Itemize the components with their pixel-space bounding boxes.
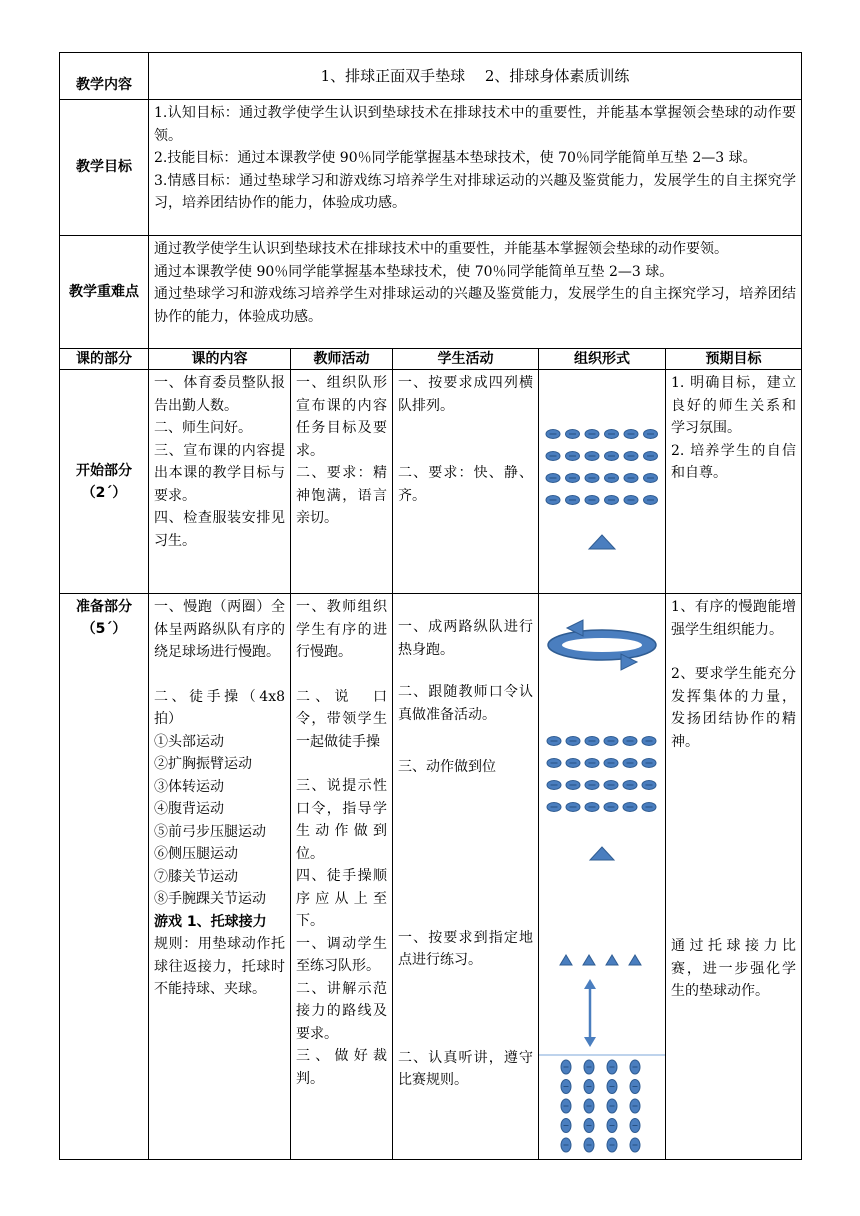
relay-formation xyxy=(561,1060,640,1152)
game-title: 游戏 1、托球接力 xyxy=(154,913,267,930)
start-part-label: 开始部分 （2´） xyxy=(60,370,149,594)
start-content: 一、体育委员整队报告出勤人数。 二、师生问好。 三、宣布课的内容提出本课的教学目标与要求。 四、检查服装安排见习生。 xyxy=(149,370,291,594)
goals-label: 教学目标 xyxy=(60,100,149,236)
prep-part-label: 准备部分 （5´） xyxy=(60,594,149,1160)
four-row-formation xyxy=(546,430,658,505)
col-teacher: 教师活动 xyxy=(291,349,393,370)
key-row xyxy=(60,236,802,349)
col-content: 课的内容 xyxy=(149,349,291,370)
col-organization: 组织形式 xyxy=(539,349,666,370)
goals-text xyxy=(149,100,802,236)
content-text: 1、排球正面双手垫球 2、排球身体素质训练 xyxy=(149,53,802,100)
goals-row xyxy=(60,100,802,236)
goal-cognitive: 1.认知目标：通过教学使学生认识到垫球技术在排球技术中的重要性，并能基本掌握领会垫球的动作要领。 xyxy=(154,105,797,144)
content-label: 教学内容 xyxy=(60,53,149,100)
start-formation-diagram xyxy=(539,370,665,592)
prep-formation-diagram xyxy=(539,594,665,1158)
start-goal: 1. 明确目标，建立良好的师生关系和学习氛围。 2. 培养学生的自信和自尊。 xyxy=(666,370,802,594)
jogging-loop-icon xyxy=(548,620,656,670)
game-rule: 规则：用垫球动作托球往返接力，托球时不能持球、夹球。 xyxy=(154,936,285,997)
prep-section xyxy=(60,594,802,1160)
teacher-triangle-icon xyxy=(589,535,615,549)
start-student: 一、按要求成四列横队排列。 二、要求：快、静、齐。 xyxy=(393,370,539,594)
lesson-plan-table xyxy=(59,52,802,1160)
goal-emotion: 3.情感目标：通过垫球学习和游戏练习培养学生对排球运动的兴趣及鉴赏能力，发展学生的自主探究学习，培养团结协作的能力，体验成功感。 xyxy=(154,172,797,211)
prep-goal: 1、有序的慢跑能增强学生组织能力。 2、要求学生能充分发挥集体的力量，发扬团结协作的精神。 通过托球接力比赛，进一步强化学生的垫球动作。 xyxy=(666,594,802,1160)
prep-content: 一、慢跑（两圈）全体呈两路纵队有序的绕足球场进行慢跑。 二、徒手操（4x8 拍） ①头部运动 ②扩胸振臂运动 ③体转运动 ④腹背运动 ⑤前弓步压腿运动 ⑥侧压腿运动 ⑦膝关节运动 ⑧手腕踝关节运动 游戏 1、托球接力 规则：用垫球动作托球往返接力，托球时不能持球、夹球。 xyxy=(149,594,291,1160)
start-organization xyxy=(539,370,666,594)
col-part: 课的部分 xyxy=(60,349,149,370)
prep-teacher: 一、教师组织学生有序的进行慢跑。 二、说 口令，带领学生一起做徒手操 三、说提示性口令，指导学生动作做到位。 四、徒手操顺序应从上至下。 一、调动学生至练习队形。 二、讲解示范接力的路线及要求。 三、做好裁判。 xyxy=(291,594,393,1160)
col-student: 学生活动 xyxy=(393,349,539,370)
prep-student: 一、成两路纵队进行热身跑。 二、跟随教师口令认真做准备活动。 三、动作做到位 一、按要求到指定地点进行练习。 二、认真听讲，遵守比赛规则。 xyxy=(393,594,539,1160)
start-teacher: 一、组织队形宣布课的内容任务目标及要求。 二、要求：精神饱满，语言亲切。 xyxy=(291,370,393,594)
warmup-formation xyxy=(547,737,656,812)
relay-leader-triangle-icon xyxy=(606,955,618,965)
relay-leader-triangle-icon xyxy=(629,955,641,965)
key-text xyxy=(149,236,802,349)
relay-leader-triangles xyxy=(560,955,641,965)
key-point-1: 通过教学使学生认识到垫球技术在排球技术中的重要性，并能基本掌握领会垫球的动作要领。 xyxy=(154,241,728,257)
relay-leader-triangle-icon xyxy=(583,955,595,965)
start-section xyxy=(60,370,802,594)
prep-organization xyxy=(539,594,666,1160)
goal-skill: 2.技能目标：通过本课教学使 90％同学能掌握基本垫球技术，使 70％同学能简单互垫 2—3 球。 xyxy=(154,150,757,166)
lesson-plan xyxy=(59,52,801,1160)
key-label: 教学重难点 xyxy=(60,236,149,349)
key-point-3: 通过垫球学习和游戏练习培养学生对排球运动的兴趣及鉴赏能力，发展学生的自主探究学习，培养团结协作的能力，体验成功感。 xyxy=(154,286,797,325)
content-row xyxy=(60,53,802,100)
key-point-2: 通过本课教学使 90％同学能掌握基本垫球技术，使 70％同学能简单互垫 2—3 球。 xyxy=(154,263,674,280)
column-header-row xyxy=(60,349,802,370)
relay-double-arrow-icon xyxy=(584,979,596,1047)
relay-leader-triangle-icon xyxy=(560,955,572,965)
col-goal: 预期目标 xyxy=(666,349,802,370)
teacher-triangle-icon xyxy=(590,847,614,860)
